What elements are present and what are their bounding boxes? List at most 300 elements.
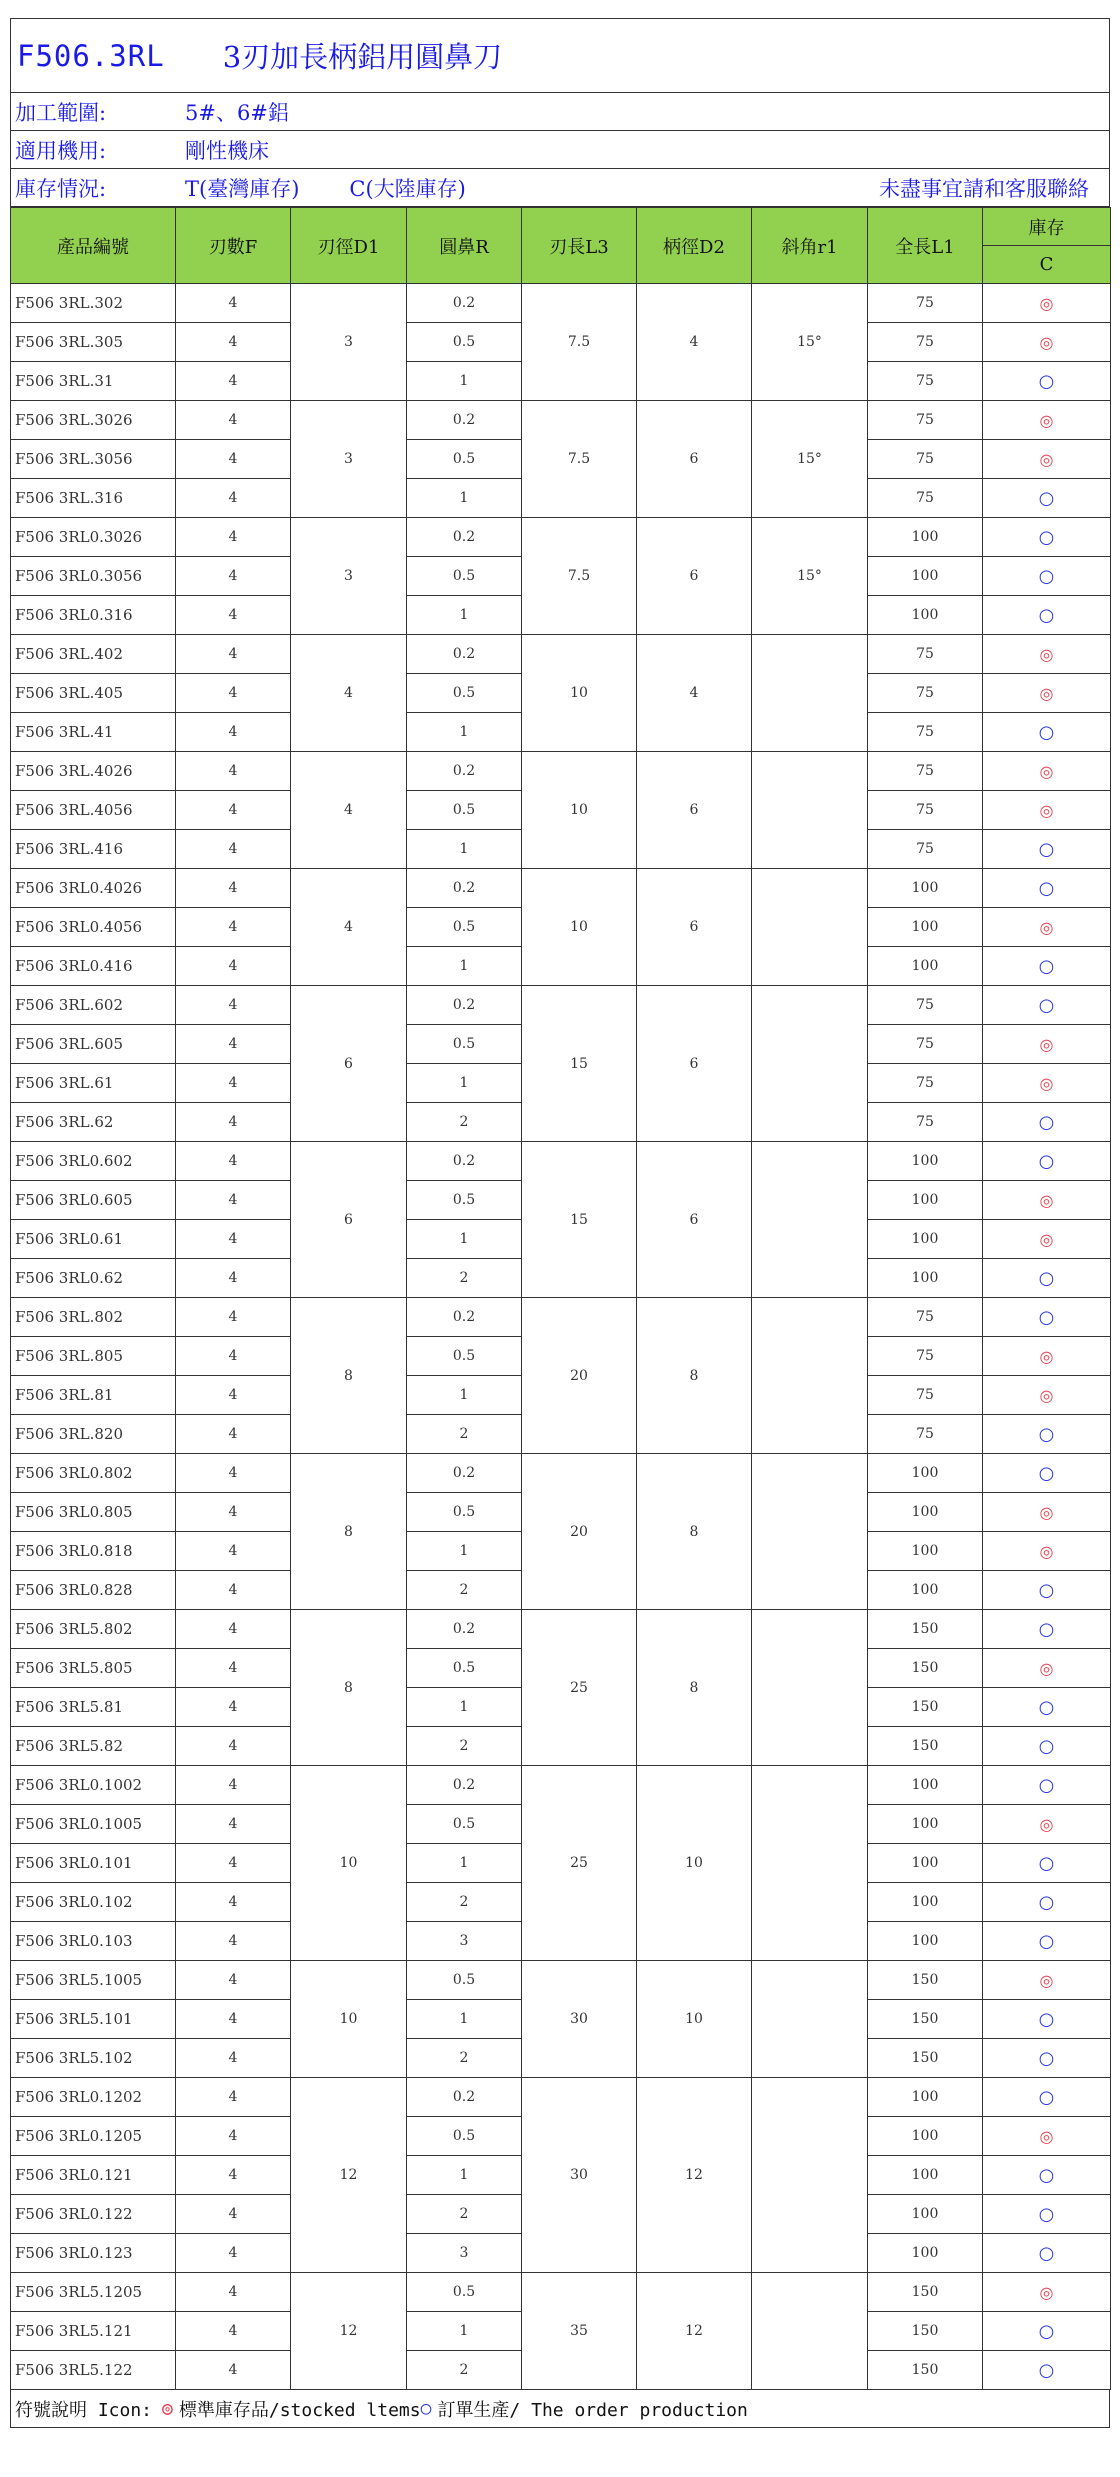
flute-count: 4: [176, 1493, 291, 1532]
flute-count: 4: [176, 2156, 291, 2195]
part-number: F506 3RL0.802: [11, 1454, 176, 1493]
flute-length: 25: [522, 1766, 637, 1961]
shank-diameter: 8: [637, 1454, 752, 1610]
col-d2: 柄徑D2: [637, 208, 752, 284]
cutting-diameter: 4: [291, 635, 407, 752]
order-icon: ○: [1038, 565, 1055, 587]
order-icon: ○: [1038, 370, 1055, 392]
overall-length: 100: [868, 1181, 983, 1220]
overall-length: 75: [868, 284, 983, 323]
stock-status: [983, 1220, 1111, 1259]
overall-length: 100: [868, 2156, 983, 2195]
overall-length: 100: [868, 1883, 983, 1922]
order-icon: ○: [1038, 1930, 1055, 1952]
order-icon: ○: [1038, 1423, 1055, 1445]
cutting-diameter: 10: [291, 1961, 407, 2078]
stock-status: [983, 557, 1111, 596]
corner-radius: 0.2: [407, 869, 522, 908]
table-row: [11, 1766, 1111, 1805]
flute-length: 15: [522, 1142, 637, 1298]
table-body: [11, 284, 1111, 2390]
part-number: F506 3RL5.121: [11, 2312, 176, 2351]
taper-angle: [752, 752, 868, 869]
part-number: F506 3RL.41: [11, 713, 176, 752]
stock-status: [983, 596, 1111, 635]
stocked-icon: ◎: [1039, 332, 1054, 352]
part-number: F506 3RL5.81: [11, 1688, 176, 1727]
flute-length: 7.5: [522, 284, 637, 401]
flute-count: 4: [176, 752, 291, 791]
stock-status: [983, 479, 1111, 518]
taper-angle: [752, 2078, 868, 2273]
part-number: F506 3RL.802: [11, 1298, 176, 1337]
part-number: F506 3RL0.4026: [11, 869, 176, 908]
flute-count: 4: [176, 1649, 291, 1688]
overall-length: 100: [868, 1571, 983, 1610]
corner-radius: 0.5: [407, 323, 522, 362]
order-icon: ○: [1038, 1696, 1055, 1718]
taper-angle: [752, 1766, 868, 1961]
stock-status: [983, 323, 1111, 362]
flute-count: 4: [176, 1844, 291, 1883]
taper-angle: 15°: [752, 401, 868, 518]
overall-length: 75: [868, 479, 983, 518]
flute-count: 4: [176, 2273, 291, 2312]
overall-length: 100: [868, 596, 983, 635]
stock-status: [983, 635, 1111, 674]
stock-status: [983, 518, 1111, 557]
title-row: [11, 19, 1109, 93]
stock-label: 庫存情況:: [15, 176, 107, 201]
flute-count: 4: [176, 1025, 291, 1064]
flute-count: 4: [176, 1103, 291, 1142]
corner-radius: 0.5: [407, 2273, 522, 2312]
part-number: F506 3RL0.805: [11, 1493, 176, 1532]
order-icon: ○: [1038, 2047, 1055, 2069]
order-icon: ○: [1038, 1306, 1055, 1328]
flute-count: 4: [176, 1454, 291, 1493]
overall-length: 100: [868, 1142, 983, 1181]
order-icon: ○: [1038, 1774, 1055, 1796]
overall-length: 150: [868, 2273, 983, 2312]
part-number: F506 3RL0.123: [11, 2234, 176, 2273]
overall-length: 100: [868, 1220, 983, 1259]
part-number: F506 3RL0.62: [11, 1259, 176, 1298]
part-number: F506 3RL5.1205: [11, 2273, 176, 2312]
flute-length: 35: [522, 2273, 637, 2390]
table-row: [11, 1610, 1111, 1649]
part-number: F506 3RL5.1005: [11, 1961, 176, 2000]
order-icon: ○: [1038, 877, 1055, 899]
part-number: F506 3RL.602: [11, 986, 176, 1025]
order-icon: ○: [1038, 2320, 1055, 2342]
part-number: F506 3RL.3056: [11, 440, 176, 479]
corner-radius: 0.2: [407, 284, 522, 323]
flute-count: 4: [176, 1571, 291, 1610]
taper-angle: [752, 635, 868, 752]
corner-radius: 1: [407, 479, 522, 518]
table-row: [11, 518, 1111, 557]
flute-length: 7.5: [522, 401, 637, 518]
cutting-diameter: 8: [291, 1298, 407, 1454]
flute-count: 4: [176, 596, 291, 635]
cutting-diameter: 8: [291, 1454, 407, 1610]
flute-count: 4: [176, 2117, 291, 2156]
flute-count: 4: [176, 2000, 291, 2039]
cutting-diameter: 6: [291, 986, 407, 1142]
stock-status: [983, 362, 1111, 401]
stock-status: [983, 869, 1111, 908]
flute-length: 10: [522, 869, 637, 986]
part-number: F506 3RL0.1202: [11, 2078, 176, 2117]
part-number: F506 3RL.305: [11, 323, 176, 362]
order-icon: ○: [1038, 526, 1055, 548]
legend-order-text: 訂單生產/ The order production: [437, 2399, 748, 2421]
part-number: F506 3RL0.101: [11, 1844, 176, 1883]
corner-radius: 1: [407, 1688, 522, 1727]
corner-radius: 2: [407, 1259, 522, 1298]
overall-length: 100: [868, 1922, 983, 1961]
cutting-diameter: 4: [291, 752, 407, 869]
flute-length: 10: [522, 752, 637, 869]
col-l3: 刃長L3: [522, 208, 637, 284]
part-number: F506 3RL.4026: [11, 752, 176, 791]
part-number: F506 3RL.4056: [11, 791, 176, 830]
stock-status: [983, 1454, 1111, 1493]
corner-radius: 1: [407, 713, 522, 752]
part-number: F506 3RL0.1205: [11, 2117, 176, 2156]
stocked-icon: ◎: [1039, 2126, 1054, 2146]
corner-radius: 0.2: [407, 1766, 522, 1805]
table-row: [11, 401, 1111, 440]
overall-length: 75: [868, 1025, 983, 1064]
machine-row: [11, 131, 1109, 169]
col-flutes: 刃數F: [176, 208, 291, 284]
corner-radius: 0.2: [407, 2078, 522, 2117]
stock-status: [983, 2312, 1111, 2351]
stock-row: [11, 169, 1109, 207]
stock-status: [983, 1181, 1111, 1220]
part-number: F506 3RL0.3026: [11, 518, 176, 557]
flute-count: 4: [176, 1142, 291, 1181]
spec-table: [10, 207, 1111, 2390]
overall-length: 75: [868, 1298, 983, 1337]
stock-status: [983, 1805, 1111, 1844]
overall-length: 100: [868, 2234, 983, 2273]
stocked-icon: ◎: [1039, 1346, 1054, 1366]
stock-status: [983, 1376, 1111, 1415]
part-number: F506 3RL0.602: [11, 1142, 176, 1181]
part-number: F506 3RL0.1005: [11, 1805, 176, 1844]
corner-radius: 0.5: [407, 1025, 522, 1064]
shank-diameter: 8: [637, 1298, 752, 1454]
stock-status: [983, 752, 1111, 791]
overall-length: 100: [868, 1454, 983, 1493]
corner-radius: 0.2: [407, 1610, 522, 1649]
overall-length: 100: [868, 2117, 983, 2156]
corner-radius: 2: [407, 1883, 522, 1922]
stocked-icon: ◎: [1039, 2282, 1054, 2302]
corner-radius: 0.2: [407, 752, 522, 791]
range-row: [11, 93, 1109, 131]
stock-status: [983, 1610, 1111, 1649]
table-row: [11, 869, 1111, 908]
corner-radius: 0.5: [407, 1181, 522, 1220]
legend-stocked-text: 標準庫存品/stocked ltems: [178, 2399, 421, 2421]
stock-status: [983, 791, 1111, 830]
flute-length: 7.5: [522, 518, 637, 635]
stock-status: [983, 2000, 1111, 2039]
legend-label: 符號說明 Icon:: [15, 2399, 153, 2421]
stock-status: [983, 1688, 1111, 1727]
corner-radius: 2: [407, 1571, 522, 1610]
corner-radius: 0.5: [407, 791, 522, 830]
stocked-icon: ◎: [1039, 1970, 1054, 1990]
stock-status: [983, 1922, 1111, 1961]
corner-radius: 1: [407, 1532, 522, 1571]
part-number: F506 3RL5.805: [11, 1649, 176, 1688]
flute-count: 4: [176, 1688, 291, 1727]
overall-length: 100: [868, 1259, 983, 1298]
flute-count: 4: [176, 1805, 291, 1844]
overall-length: 75: [868, 986, 983, 1025]
overall-length: 150: [868, 1688, 983, 1727]
overall-length: 75: [868, 752, 983, 791]
stock-status: [983, 947, 1111, 986]
stock-status: [983, 2234, 1111, 2273]
part-number: F506 3RL.405: [11, 674, 176, 713]
corner-radius: 2: [407, 1415, 522, 1454]
shank-diameter: 12: [637, 2273, 752, 2390]
corner-radius: 0.5: [407, 1493, 522, 1532]
corner-radius: 0.2: [407, 986, 522, 1025]
corner-radius: 2: [407, 2195, 522, 2234]
shank-diameter: 12: [637, 2078, 752, 2273]
taper-angle: [752, 1610, 868, 1766]
overall-length: 100: [868, 557, 983, 596]
flute-count: 4: [176, 1220, 291, 1259]
part-number: F506 3RL.302: [11, 284, 176, 323]
overall-length: 75: [868, 674, 983, 713]
overall-length: 75: [868, 1103, 983, 1142]
product-sheet: [10, 18, 1110, 2428]
stock-status: [983, 2156, 1111, 2195]
stocked-icon: ◎: [1039, 1073, 1054, 1093]
taper-angle: [752, 1454, 868, 1610]
flute-count: 4: [176, 1298, 291, 1337]
stocked-icon: ◎: [1039, 761, 1054, 781]
flute-length: 15: [522, 986, 637, 1142]
stocked-icon: ◎: [162, 2398, 173, 2419]
stock-status: [983, 2273, 1111, 2312]
flute-count: 4: [176, 635, 291, 674]
cutting-diameter: 3: [291, 401, 407, 518]
part-number: F506 3RL0.316: [11, 596, 176, 635]
stock-status: [983, 1298, 1111, 1337]
flute-count: 4: [176, 2234, 291, 2273]
corner-radius: 1: [407, 947, 522, 986]
flute-count: 4: [176, 518, 291, 557]
corner-radius: 0.2: [407, 401, 522, 440]
stock-status: [983, 2351, 1111, 2390]
stocked-icon: ◎: [1039, 293, 1054, 313]
flute-count: 4: [176, 323, 291, 362]
corner-radius: 3: [407, 2234, 522, 2273]
flute-count: 4: [176, 1727, 291, 1766]
stock-status: [983, 2039, 1111, 2078]
overall-length: 75: [868, 1376, 983, 1415]
col-stock-c: C: [983, 246, 1111, 284]
shank-diameter: 6: [637, 401, 752, 518]
flute-count: 4: [176, 1610, 291, 1649]
part-number: F506 3RL.61: [11, 1064, 176, 1103]
shank-diameter: 10: [637, 1961, 752, 2078]
order-icon: ○: [1038, 2242, 1055, 2264]
flute-count: 4: [176, 1961, 291, 2000]
corner-radius: 2: [407, 2351, 522, 2390]
col-angle: 斜角r1: [752, 208, 868, 284]
stock-status: [983, 1571, 1111, 1610]
order-icon: ○: [1038, 604, 1055, 626]
cutting-diameter: 8: [291, 1610, 407, 1766]
product-name: 3刃加長柄鋁用圓鼻刀: [222, 40, 503, 74]
overall-length: 75: [868, 1337, 983, 1376]
shank-diameter: 4: [637, 635, 752, 752]
stock-status: [983, 1766, 1111, 1805]
shank-diameter: 6: [637, 986, 752, 1142]
overall-length: 150: [868, 2039, 983, 2078]
stocked-icon: ◎: [1039, 1541, 1054, 1561]
corner-radius: 2: [407, 1727, 522, 1766]
shank-diameter: 6: [637, 1142, 752, 1298]
product-code: F506.3RL: [17, 38, 165, 73]
order-icon: ○: [1038, 955, 1055, 977]
overall-length: 75: [868, 1415, 983, 1454]
flute-count: 4: [176, 1259, 291, 1298]
flute-count: 4: [176, 908, 291, 947]
shank-diameter: 8: [637, 1610, 752, 1766]
corner-radius: 0.5: [407, 1337, 522, 1376]
stock-status: [983, 713, 1111, 752]
order-icon: ○: [1038, 1735, 1055, 1757]
order-icon: ○: [420, 2398, 432, 2419]
part-number: F506 3RL5.102: [11, 2039, 176, 2078]
part-number: F506 3RL.805: [11, 1337, 176, 1376]
cutting-diameter: 3: [291, 284, 407, 401]
part-number: F506 3RL.402: [11, 635, 176, 674]
stocked-icon: ◎: [1039, 410, 1054, 430]
flute-count: 4: [176, 1415, 291, 1454]
stocked-icon: ◎: [1039, 917, 1054, 937]
stocked-icon: ◎: [1039, 1658, 1054, 1678]
overall-length: 100: [868, 908, 983, 947]
corner-radius: 1: [407, 830, 522, 869]
table-row: [11, 2078, 1111, 2117]
flute-length: 30: [522, 1961, 637, 2078]
corner-radius: 0.5: [407, 440, 522, 479]
order-icon: ○: [1038, 487, 1055, 509]
flute-count: 4: [176, 713, 291, 752]
col-d1: 刃徑D1: [291, 208, 407, 284]
flute-count: 4: [176, 986, 291, 1025]
stock-status: [983, 1532, 1111, 1571]
order-icon: ○: [1038, 1267, 1055, 1289]
table-row: [11, 1454, 1111, 1493]
order-icon: ○: [1038, 2359, 1055, 2381]
shank-diameter: 6: [637, 869, 752, 986]
part-number: F506 3RL.81: [11, 1376, 176, 1415]
corner-radius: 3: [407, 1922, 522, 1961]
part-number: F506 3RL5.802: [11, 1610, 176, 1649]
cutting-diameter: 4: [291, 869, 407, 986]
corner-radius: 0.2: [407, 1298, 522, 1337]
stock-status: [983, 1961, 1111, 2000]
overall-length: 75: [868, 401, 983, 440]
overall-length: 100: [868, 1805, 983, 1844]
flute-count: 4: [176, 1064, 291, 1103]
part-number: F506 3RL0.416: [11, 947, 176, 986]
overall-length: 100: [868, 1493, 983, 1532]
table-row: [11, 635, 1111, 674]
flute-count: 4: [176, 947, 291, 986]
overall-length: 100: [868, 2195, 983, 2234]
corner-radius: 1: [407, 2312, 522, 2351]
overall-length: 100: [868, 1766, 983, 1805]
stock-status: [983, 1142, 1111, 1181]
corner-radius: 0.5: [407, 1649, 522, 1688]
corner-radius: 0.2: [407, 1454, 522, 1493]
shank-diameter: 6: [637, 518, 752, 635]
corner-radius: 1: [407, 2000, 522, 2039]
order-icon: ○: [1038, 1462, 1055, 1484]
overall-length: 100: [868, 518, 983, 557]
part-number: F506 3RL0.1002: [11, 1766, 176, 1805]
stock-status: [983, 1064, 1111, 1103]
order-icon: ○: [1038, 2164, 1055, 2186]
order-icon: ○: [1038, 1891, 1055, 1913]
shank-diameter: 10: [637, 1766, 752, 1961]
order-icon: ○: [1038, 1579, 1055, 1601]
part-number: F506 3RL.605: [11, 1025, 176, 1064]
flute-count: 4: [176, 2039, 291, 2078]
corner-radius: 1: [407, 1064, 522, 1103]
order-icon: ○: [1038, 2203, 1055, 2225]
flute-count: 4: [176, 1376, 291, 1415]
stock-status: [983, 401, 1111, 440]
stock-status: [983, 2078, 1111, 2117]
part-number: F506 3RL.820: [11, 1415, 176, 1454]
corner-radius: 0.2: [407, 1142, 522, 1181]
taper-angle: [752, 1142, 868, 1298]
overall-length: 150: [868, 1961, 983, 2000]
part-number: F506 3RL0.828: [11, 1571, 176, 1610]
stocked-icon: ◎: [1039, 683, 1054, 703]
corner-radius: 0.2: [407, 635, 522, 674]
part-number: F506 3RL0.3056: [11, 557, 176, 596]
flute-count: 4: [176, 557, 291, 596]
corner-radius: 0.5: [407, 1961, 522, 2000]
flute-count: 4: [176, 791, 291, 830]
corner-radius: 1: [407, 362, 522, 401]
part-number: F506 3RL5.101: [11, 2000, 176, 2039]
part-number: F506 3RL0.122: [11, 2195, 176, 2234]
shank-diameter: 4: [637, 284, 752, 401]
stock-status: [983, 2195, 1111, 2234]
table-row: [11, 986, 1111, 1025]
part-number: F506 3RL5.122: [11, 2351, 176, 2390]
overall-length: 100: [868, 1844, 983, 1883]
overall-length: 150: [868, 1727, 983, 1766]
